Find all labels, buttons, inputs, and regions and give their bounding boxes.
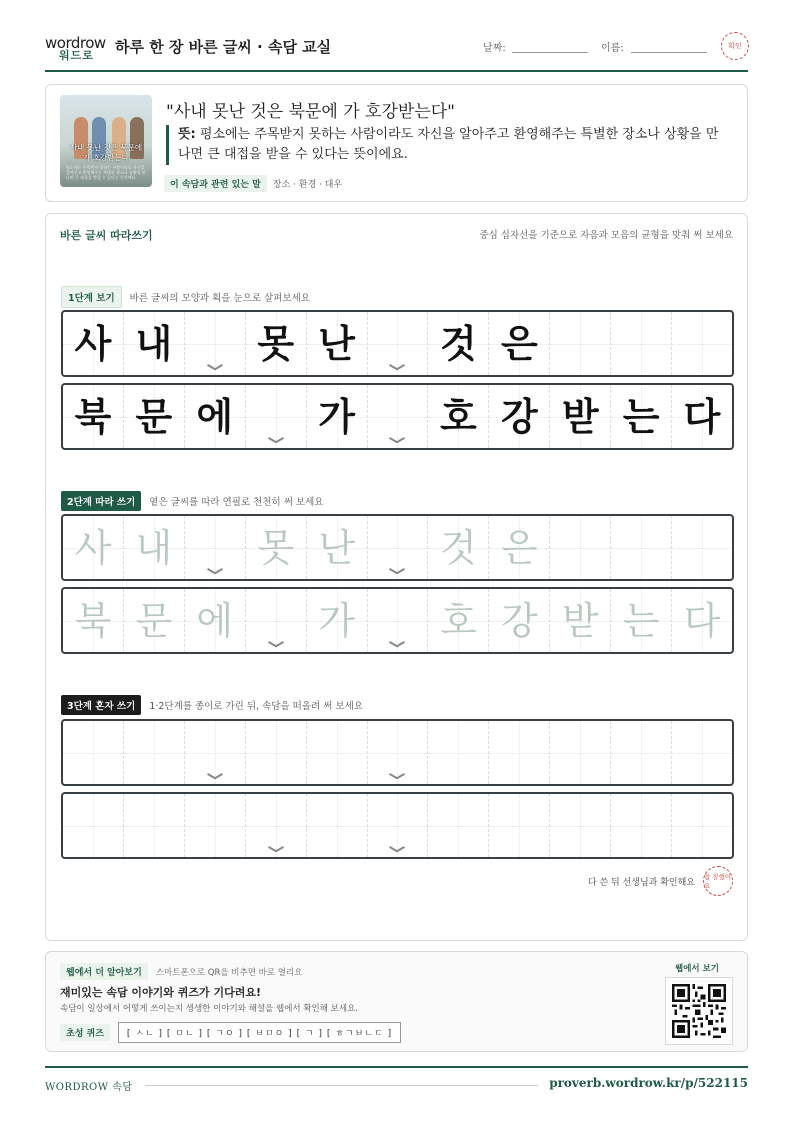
illustration-caption: 사내 못난 것은 북문에 가 호강받는다 <box>69 143 143 162</box>
grid-cell <box>489 385 550 448</box>
quiz-answer-box: [ ㅅㄴ ] [ ㅁㄴ ] [ ㄱㅇ ] [ ㅂㅁㅇ ] [ ㄱ ] [ ㅎㄱㅂㄴㄷ ] <box>118 1022 401 1043</box>
related-words <box>164 175 342 192</box>
check-text: 다 쓴 뒤 선생님과 확인해요 <box>587 877 695 888</box>
grid-cell[interactable] <box>489 794 550 857</box>
meaning-text: 평소에는 주목받지 못하는 사람이라도 자신을 알아주고 환영해주는 특별한 장소나 상황을 만나면 큰 대접을 받을 수 있다는 뜻이에요. <box>178 127 719 162</box>
web-top-line <box>60 963 302 980</box>
grid-cell <box>63 385 124 448</box>
stage-1-row-2 <box>61 383 734 450</box>
grid-cell <box>124 312 185 375</box>
grid-cell[interactable] <box>246 589 307 652</box>
stage-2-row-2[interactable] <box>61 587 734 654</box>
grid-cell <box>672 312 732 375</box>
web-qr-hint: 스마트폰으로 QR을 비추면 바로 열리요 <box>155 967 303 978</box>
initial-consonant-quiz <box>60 1022 401 1043</box>
grid-cell[interactable] <box>63 794 124 857</box>
practice-character: 난 <box>318 525 355 570</box>
word-space-icon <box>269 846 283 853</box>
stage-2-tag: 2단계 따라 쓰기 <box>61 491 141 511</box>
practice-character: 다 <box>683 598 721 643</box>
grid-cell[interactable] <box>550 794 611 857</box>
date-label: 날짜: <box>483 43 506 54</box>
grid-cell[interactable] <box>124 589 185 652</box>
practice-character: 문 <box>135 598 173 643</box>
practice-character: 북 <box>74 598 112 643</box>
page-header <box>45 30 748 72</box>
stage-2-label <box>61 491 323 511</box>
grid-cell <box>185 312 246 375</box>
grid-cell[interactable] <box>550 516 611 579</box>
word-space-icon <box>390 773 404 780</box>
grid-cell <box>550 385 611 448</box>
grid-cell <box>672 385 732 448</box>
grid-cell[interactable] <box>124 721 185 784</box>
grid-cell[interactable] <box>672 589 732 652</box>
quiz-label: 초성 퀴즈 <box>60 1024 110 1041</box>
wordrow-logo[interactable] <box>45 34 109 64</box>
stage-3-row-2[interactable] <box>61 792 734 859</box>
qr-label: 웹에서 보기 <box>674 964 719 974</box>
grid-cell[interactable] <box>368 794 429 857</box>
word-space-icon <box>390 846 404 853</box>
word-space-icon <box>390 364 404 371</box>
practice-character: 호 <box>440 394 477 439</box>
grid-cell[interactable] <box>246 721 307 784</box>
grid-cell <box>611 385 672 448</box>
grid-cell <box>185 385 246 448</box>
grid-cell[interactable] <box>124 794 185 857</box>
footer-divider <box>145 1085 538 1086</box>
practice-character: 가 <box>318 394 355 439</box>
word-space-icon <box>269 437 283 444</box>
proverb-title: "사내 못난 것은 북문에 가 호강받는다" <box>166 102 455 122</box>
grid-cell <box>63 312 124 375</box>
web-description: 속담이 일상에서 어떻게 쓰이는지 생생한 이야기와 해설을 웹에서 확인해 보세요. <box>60 1004 358 1014</box>
meaning-label: 뜻: <box>178 127 196 142</box>
seal-text: 확인 <box>728 42 742 50</box>
good-job-stamp-icon <box>703 866 733 896</box>
grid-cell[interactable] <box>550 589 611 652</box>
grid-cell[interactable] <box>307 589 368 652</box>
practice-character: 받 <box>561 394 599 439</box>
grid-cell <box>550 312 611 375</box>
web-headline: 재미있는 속담 이야기와 퀴즈가 기다려요! <box>60 986 261 999</box>
grid-cell[interactable] <box>368 516 429 579</box>
practice-character: 다 <box>683 394 721 439</box>
practice-character: 못 <box>257 321 295 366</box>
page-footer <box>45 1066 748 1100</box>
practice-character: 내 <box>135 321 173 366</box>
grid-cell <box>124 385 185 448</box>
practice-character: 강 <box>500 598 538 643</box>
grid-cell[interactable] <box>550 721 611 784</box>
practice-character: 난 <box>318 321 355 366</box>
confirm-seal-icon <box>721 32 749 60</box>
grid-cell[interactable] <box>307 794 368 857</box>
word-space-icon <box>390 641 404 648</box>
practice-character: 호 <box>440 598 477 643</box>
grid-cell[interactable] <box>611 794 672 857</box>
grid-cell[interactable] <box>63 589 124 652</box>
footer-brand: WORDROW 속담 <box>45 1082 133 1093</box>
stage-1-desc: 바른 글씨의 모양과 획을 눈으로 살펴보세요 <box>129 293 310 304</box>
grid-cell[interactable] <box>185 721 246 784</box>
grid-cell[interactable] <box>428 794 489 857</box>
practice-character: 것 <box>440 525 477 570</box>
name-field[interactable] <box>631 52 707 53</box>
name-label: 이름: <box>601 43 624 54</box>
handwriting-practice <box>45 213 748 941</box>
web-promo-panel <box>45 951 748 1052</box>
practice-character: 것 <box>440 321 477 366</box>
logo-subtext: 워드로 <box>59 49 94 62</box>
teacher-check <box>588 866 733 896</box>
practice-character: 못 <box>257 525 295 570</box>
grid-cell <box>368 312 429 375</box>
word-space-icon <box>208 773 222 780</box>
grid-cell[interactable] <box>246 794 307 857</box>
grid-cell[interactable] <box>368 589 429 652</box>
grid-cell[interactable] <box>428 516 489 579</box>
date-field[interactable] <box>512 52 588 53</box>
related-keywords: 장소 · 환경 · 대우 <box>272 180 343 190</box>
word-space-icon <box>269 641 283 648</box>
practice-character: 가 <box>318 598 355 643</box>
stage-1-tag: 1단계 보기 <box>61 286 122 308</box>
stage-3-row-1[interactable] <box>61 719 734 786</box>
grid-cell <box>428 385 489 448</box>
stage-2-row-1[interactable] <box>61 514 734 581</box>
grid-cell[interactable] <box>428 589 489 652</box>
practice-character: 북 <box>74 394 112 439</box>
grid-cell <box>368 385 429 448</box>
footer-url-link[interactable]: proverb.wordrow.kr/p/522115 <box>549 1076 748 1090</box>
grid-cell[interactable] <box>185 516 246 579</box>
practice-character: 은 <box>500 321 538 366</box>
practice-character: 문 <box>135 394 173 439</box>
grid-cell <box>246 312 307 375</box>
grid-cell[interactable] <box>611 589 672 652</box>
stage-1-label <box>61 286 310 308</box>
stage-2-desc: 옅은 글씨를 따라 연필로 천천히 써 보세요 <box>149 497 324 508</box>
grid-cell[interactable] <box>185 589 246 652</box>
check-seal-text: 참 잘했어요 <box>704 873 732 890</box>
grid-cell[interactable] <box>611 516 672 579</box>
stage-3-desc: 1·2단계를 종이로 가린 뒤, 속담을 떠올려 써 보세요 <box>149 701 363 712</box>
grid-cell[interactable] <box>428 721 489 784</box>
stage-1-row-1 <box>61 310 734 377</box>
illustration-subcaption: 평소에는 주목받지 못하는 사람이라도 자신을 알아주고 환영해주는 특별한 장소나 상황을 만나면 큰 대접을 받을 수 있다는 뜻이에요. <box>66 165 146 180</box>
practice-character: 사 <box>74 525 112 570</box>
grid-cell[interactable] <box>63 721 124 784</box>
practice-character: 은 <box>500 525 538 570</box>
practice-character: 사 <box>74 321 112 366</box>
grid-cell[interactable] <box>489 516 550 579</box>
grid-cell <box>611 312 672 375</box>
practice-character: 강 <box>500 394 538 439</box>
grid-cell[interactable] <box>246 516 307 579</box>
practice-character: 내 <box>135 525 173 570</box>
grid-cell[interactable] <box>672 794 732 857</box>
practice-character: 에 <box>196 598 234 643</box>
grid-cell[interactable] <box>63 516 124 579</box>
grid-cell <box>489 312 550 375</box>
qr-code-icon[interactable] <box>665 977 733 1045</box>
grid-cell <box>246 385 307 448</box>
grid-cell[interactable] <box>368 721 429 784</box>
grid-cell[interactable] <box>185 794 246 857</box>
grid-cell[interactable] <box>489 589 550 652</box>
practice-character: 받 <box>561 598 599 643</box>
stage-3-label <box>61 695 363 715</box>
grid-cell[interactable] <box>611 721 672 784</box>
practice-character: 에 <box>196 394 234 439</box>
grid-cell[interactable] <box>307 516 368 579</box>
word-space-icon <box>208 364 222 371</box>
word-space-icon <box>208 568 222 575</box>
word-space-icon <box>390 437 404 444</box>
page-title: 하루 한 장 바른 글씨 · 속담 교실 <box>115 38 332 56</box>
grid-cell[interactable] <box>124 516 185 579</box>
grid-cell <box>307 385 368 448</box>
practice-hint: 중심 십자선을 기준으로 자음과 모음의 균형을 맞춰 써 보세요 <box>479 230 733 241</box>
related-label: 이 속담과 관련 있는 말 <box>164 175 267 192</box>
grid-cell <box>428 312 489 375</box>
practice-character: 는 <box>622 598 660 643</box>
proverb-card <box>45 84 748 202</box>
proverb-meaning <box>166 125 726 165</box>
grid-cell <box>307 312 368 375</box>
grid-cell[interactable] <box>672 516 732 579</box>
grid-cell[interactable] <box>489 721 550 784</box>
web-tag: 웹에서 더 알아보기 <box>60 963 148 980</box>
logo-wordmark: wordrow <box>45 34 106 52</box>
practice-title: 바른 글씨 따라쓰기 <box>60 229 153 242</box>
grid-cell[interactable] <box>672 721 732 784</box>
word-space-icon <box>390 568 404 575</box>
grid-cell[interactable] <box>307 721 368 784</box>
proverb-illustration[interactable] <box>60 95 152 187</box>
practice-character: 는 <box>622 394 660 439</box>
stage-3-tag: 3단계 혼자 쓰기 <box>61 695 141 715</box>
